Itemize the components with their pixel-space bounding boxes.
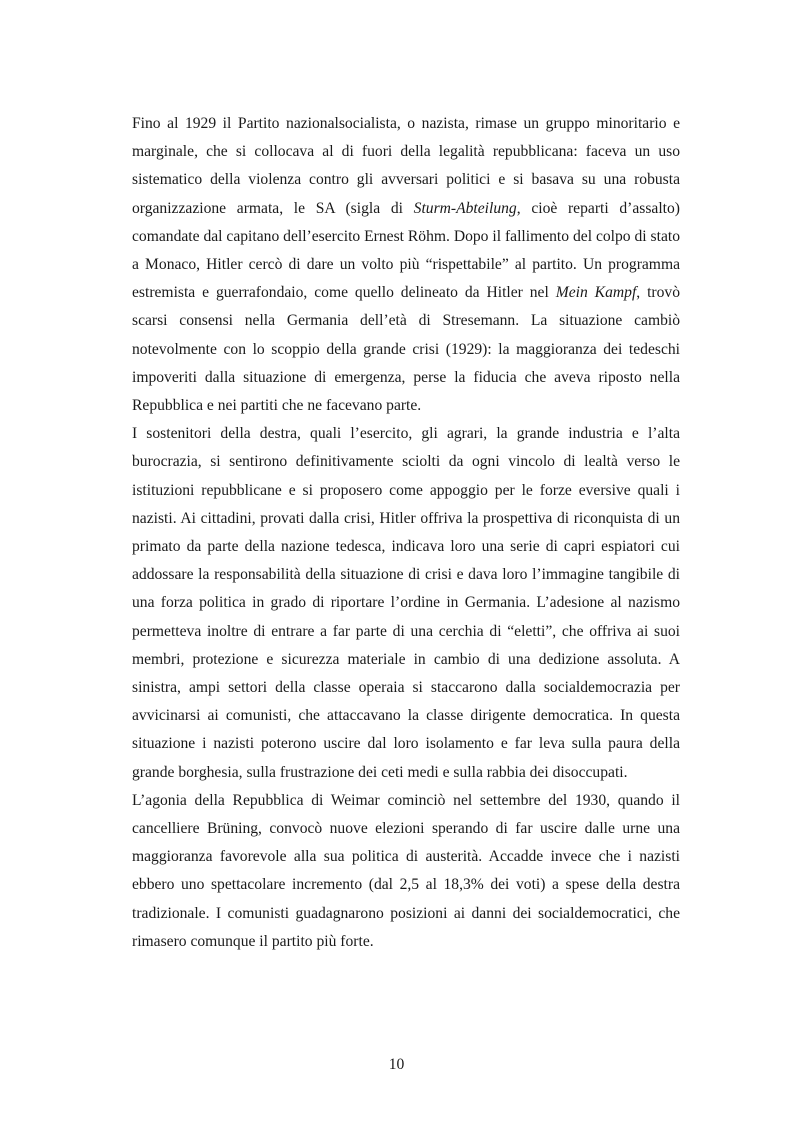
body-text	[132, 110, 680, 956]
italic-term-sturm-abteilung: Sturm-Abteilung	[413, 199, 517, 217]
paragraph-1	[132, 110, 680, 420]
text-run: Fino al 1929 il Partito nazionalsocialista, o nazista, rimase un gruppo minoritario e marginale, che si collocava al di fuori della legalità repubblicana: faceva un uso sistematico della violenza contro gli avversari politici e si basava su una robusta organizzazione armata, le SA (sigla di	[132, 115, 680, 217]
text-run: L’agonia della Repubblica di Weimar cominciò nel settembre del 1930, quando il cancelliere Brüning, convocò nuove elezioni sperando di far uscire dalle urne una maggioranza favorevole alla sua politica di austerità. Accadde invece che i nazisti ebbero uno spettacolare incremento (dal 2,5 al 18,3% dei voti) a spese della destra tradizionale. I comunisti guadagnarono posizioni ai danni dei socialdemocratici, che rimasero comunque il partito più forte.	[132, 791, 680, 950]
paragraph-3	[132, 787, 680, 956]
page-number: 10	[388, 1056, 405, 1073]
text-run: I sostenitori della destra, quali l’esercito, gli agrari, la grande industria e l’alta burocrazia, si sentirono definitivamente sciolti da ogni vincolo di lealtà verso le istituzioni repubblicane e si proposero come appoggio per le forze eversive quali i nazisti. Ai cittadini, provati dalla crisi, Hitler offriva la prospettiva di riconquista di un primato da parte della nazione tedesca, indicava loro una serie di capri espiatori cui addossare la responsabilità della situazione di crisi e dava loro l’immagine tangibile di una forza politica in grado di riportare l’ordine in Germania. L’adesione al nazismo permetteva inoltre di entrare a far parte di una cerchia di “eletti”, che offriva ai suoi membri, protezione e sicurezza materiale in cambio di una dedizione assoluta. A sinistra, ampi settori della classe operaia si staccarono dalla socialdemocrazia per avvicinarsi ai comunisti, che attaccavano la classe dirigente democratica. In questa situazione i nazisti poterono uscire dal loro isolamento e far leva sulla paura della grande borghesia, sulla frustrazione dei ceti medi e sulla rabbia dei disoccupati.	[132, 425, 680, 781]
paragraph-2	[132, 420, 680, 787]
italic-title-mein-kampf: Mein Kampf	[555, 284, 637, 302]
text-run: , cioè reparti d’assalto) comandate dal capitano dell’esercito Ernest Röhm. Dopo il fallimento del colpo di stato a Monaco, Hitler cercò di dare un volto più “rispettabile” al partito. Un programma estremista e guerrafondaio, come quello delineato da Hitler nel	[132, 199, 680, 302]
text-run: , trovò scarsi consensi nella Germania dell’età di Stresemann. La situazione cambiò notevolmente con lo scoppio della grande crisi (1929): la maggioranza dei tedeschi impoveriti dalla situazione di emergenza, perse la fiducia che aveva riposto nella Repubblica e nei partiti che ne facevano parte.	[132, 284, 681, 415]
